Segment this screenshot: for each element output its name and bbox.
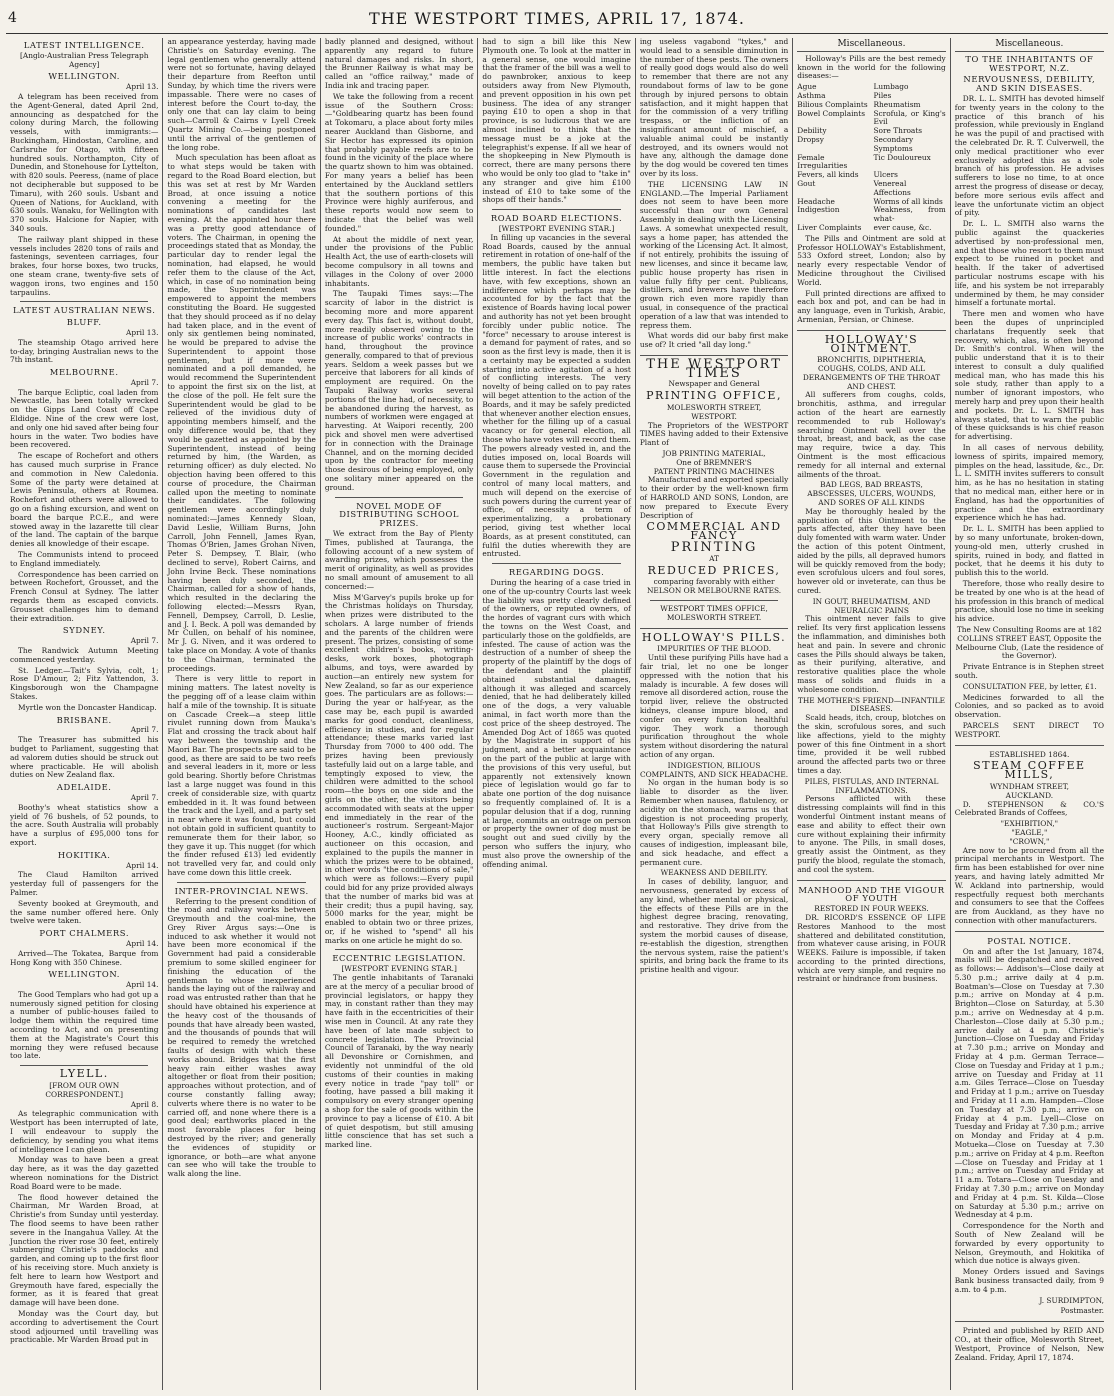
disease-item: Asthma: [797, 90, 826, 100]
article-paragraph: Correspondence has been carried on between Rochefort, Grousset, and the French Consul at Sydney. The latter regards them as escaped convicts. Grousset challenges him to demand their extradition.: [10, 569, 159, 623]
article-paragraph: At about the middle of next year, under the provisions of the Public Health Act, the use of earth-closets will become compulsory in all towns and villages in the Colony of over 2000 inhabitants.: [324, 234, 474, 288]
section-heading: LATEST INTELLIGENCE.: [23, 40, 145, 50]
dateline-place: PORT CHALMERS.: [39, 928, 130, 939]
divider: [335, 497, 463, 498]
ad-paragraph: DR. RICORD'S ESSENCE OF LIFE Restores Manhood to the most shattered and debilitated constitution, from whatever cause arising, in FOUR WEEKS. Failure is impossible, if taken according to the printed directions, which are very simple, and require no restraint or hindrance from business.: [797, 912, 946, 984]
section-heading: ROAD BOARD ELECTIONS.: [490, 213, 623, 224]
column-2: [163, 38, 320, 1390]
disease-item: Venereal Affections: [873, 178, 911, 197]
dateline-place: BRISBANE.: [56, 714, 112, 725]
dateline-date: April 7.: [130, 636, 159, 646]
ad-paragraph: Dr. L. L. SMITH also warns the public against the quackeries advertised by non-professional men, and that those who resort to them must expect to be ruined in pocket and health. If the taker of advertised particular nostrums escape with his life, and his system be not irreparably undermined by them, he may consider himself a fortunate mortal.: [954, 219, 1105, 308]
article-paragraph: Referring to the present condition of the road and railway works between Greymouth and the coal-mine, the Grey River Argus says:—One is induced to ask whether it would not have been more economical if the Government had paid a considerable premium to some skilled engineer for finishing the education of the gentleman to whose inexperienced hands the laying out of the railway and road was entrusted rather than that he should have obtained his experience at the heavy cost of the thousands of pounds that have already been wasted, and the thousands of pounds that will be required to remedy the wretched faults of design with which these works abound. Bridges that the first heavy rain either washes away altogether or float from their position; approaches without protection, and of course constantly falling away; culverts where there is no water to be carried off, and none where there is a good deal; earthworks placed in the most favorable places for being destroyed by the river; and generally the evidences of stupidity or ignorance, or both—are what anyone can see who will take the trouble to walk along the line.: [167, 896, 316, 1179]
ad-title: THE WESTPORT TIMES: [646, 356, 782, 381]
dateline-date: April 7.: [130, 792, 159, 802]
article-paragraph: ing useless vagabond "tykes," and would lead to a sensible diminution in the number of these pests. The owners of really good dogs would also do well to remember that there are not any roundabout forms of law to be gone through by injured persons to obtain satisfaction, and it might happen that for the commission of a very trifling trespass, or the infliction of an insignificant amount of mischief, a valuable animal could be instantly destroyed, and its owners would not have any, although the damage done by the dog would be covered ten times over by its loss.: [639, 38, 789, 178]
divider: [640, 628, 788, 629]
section-heading: NOVEL MODE OF DISTRIBUTING SCHOOL PRIZES.: [339, 500, 460, 529]
masthead-rule: [6, 33, 1108, 34]
article-paragraph: an appearance yesterday, having made Christie's on Saturday evening. The legal gentlemen who generally attend were not so fortunate, having delayed their departure from Reefton until Sunday, by which time the rivers were impassable. There were no cases of interest before the Court to-day, the only one that can lay claim to being such—Carroll & Cairns v Lyell Creek Quartz Mining Co.—being postponed until the arrival of the gentlemen of the long robe.: [167, 38, 316, 152]
divider: [955, 1321, 1104, 1322]
dateline-place: MELBOURNE.: [49, 367, 119, 378]
dateline-date: April 8.: [130, 1099, 159, 1109]
ad-subheading: WEAKNESS AND DEBILITY.: [660, 868, 768, 878]
ad-paragraph: DR. L. L. SMITH has devoted himself for twenty years in the colony to the practice of this branch of his profession, while previously in England he was the pupil of and practised with the celebrated Dr. R. T. Culverwell, the only medical practitioner who ever exclusively adopted this as a sole branch of his profession. He advises sufferers to lose no time, to at once arrest the progress of disease or decay, before more serious evils affect and leave the unfortunate victim an object of pity.: [954, 93, 1105, 218]
article-paragraph: The Randwick Autumn Meeting commenced yesterday.: [10, 646, 159, 664]
article-paragraph: Boothy's wheat statistics show a yield of 76 bushels, of 52 pounds, to the acre. South Australia will probably have a surplus of £95,000 tons for export.: [10, 802, 159, 847]
dateline-place: WELLINGTON.: [48, 969, 121, 980]
ad-paragraph: This ointment never fails to give relief. Its very first application lessens the inflammation, and diminishes both heat and pain. In severe and chronic cases the Pills should always be taken, as their purifying, alterative, and restorative qualities place the whole mass of solids and fluids in a wholesome condition.: [797, 614, 946, 694]
disease-item: Dropsy: [797, 134, 824, 144]
source-credit: [WESTPORT EVENING STAR.]: [498, 223, 615, 233]
disease-item: Ague: [797, 82, 817, 92]
ad-reduced-prices: REDUCED PRICES,: [647, 563, 781, 577]
article-paragraph: The gentle inhabitants of Taranaki are at the mercy of a peculiar brood of provincial legislators, or happy they may, in constant rather than they may have faith in the eccentricities of their wise men in Council. At any rate they have been of late made subject to concrete legislation. The Provincial Council of Taranaki, by the way nearly all Devonshire or Cornishmen, and evidently not unmindful of the old customs of their counties in making every notice in trade "pay toll" or footing, have passed a bill making it compulsory on every stranger opening a shop for the sale of goods within the province to pay a license of £10. A bit of quiet despotism, but still amusing little conscience that has set such a marked line.: [324, 973, 474, 1150]
dateline-date: April 7.: [130, 725, 159, 735]
ad-commercial: COMMERCIAL AND FANCY: [646, 520, 782, 543]
column-heading: Miscellaneous.: [797, 40, 945, 52]
ad-subheading: THE MOTHER'S FRIEND—INFANTILE DISEASES.: [797, 695, 946, 714]
column-6: [793, 38, 950, 1390]
ad-office-street: MOLESWORTH STREET.: [666, 612, 762, 622]
ad-heading: MANHOOD AND THE VIGOUR OF YOUTH: [798, 884, 945, 904]
dateline-date: April 14.: [126, 938, 159, 948]
article-paragraph: Myrtle won the Doncaster Handicap.: [18, 702, 157, 712]
dateline-place: WELLINGTON.: [48, 71, 121, 82]
dateline-date: April 13.: [126, 327, 159, 337]
columns: [6, 38, 1108, 1390]
article-paragraph: The barque Ecliptic, coal laden from Newcastle, has been totally wrecked on the Gipps Land Coast off Cape Eldidge. Nine of the crew were lost, and only one hid saved after being four hours in the water. Two bodies have been recovered.: [10, 387, 159, 450]
section-heading: LYELL.: [59, 1067, 109, 1081]
article-paragraph: The Communists intend to proceed to England immediately.: [10, 550, 159, 568]
article-paragraph: The Good Templars who had got up a numerously signed petition for closing a number of public-houses failed to lodge them within the required time according to Act, and on presenting them at the Magistrate's Court this morning they were refused because too late.: [10, 989, 159, 1061]
ad-paragraph: Private Entrance is in Stephen street south.: [954, 662, 1105, 680]
disease-item: Headache: [797, 196, 835, 206]
article-paragraph: The Taupaki Times says:—The scarcity of labor in the district is becoming more and more apparent every day. This fact is, without doubt, more readily observed owing to the increase of public works' contracts in hand, throughout the province generally, compared to that of previous years. Seldom a week passes but we perceive that laborers for all kinds of employment are required. On the Taupaki Railway works several portions of the line had, of necessity, to be abandoned during the harvest, as numbers of workmen were engaged at harvesting. At Waipori recently, 200 pick and shovel men were advertised for in connection with the Drainage Channel, and on the morning decided upon by the contractor for meeting those desirous of being employed, only one solitary miner appeared on the ground.: [324, 289, 474, 492]
disease-item: Weakness, from what-: [873, 205, 946, 224]
dateline-date: April 13.: [126, 82, 159, 92]
disease-item: Fevers, all kinds: [797, 170, 859, 180]
ad-paragraph: Scald heads, itch, croup, blotches on the skin, scrofulous sores, and such like affections, yield to the mighty power of this fine Ointment in a short time, provided it be well rubbed around the affected parts two or three times a day.: [797, 713, 946, 775]
ad-paragraph: The Pills and Ointment are sold at Professor HOLLOWAY's Establishment, 533 Oxford street, London; also by nearly every respectable Vendor of Medicine throughout the Civilised World.: [797, 233, 946, 287]
ad-street: WYNDHAM STREET,: [989, 781, 1069, 791]
article-paragraph: There is very little to report in mining matters. The latest novelty is the pegging off of a lease claim within half a mile of the township. It is situate on Cascade Creek—a steep little rivulet running down from Mauka's Flat and crossing the track about half way between the township and the Maori Bar. The prospects are said to be good, as there are said to be two reefs and several leaders in it, more or less gold bearing. Shortly before Christmas last a large nugget was found in this creek of considerable size, with quartz embedded in it. It was found between the track and the Lyell, and a party set in near where it was found, but could not obtain gold in sufficient quantity to remunerate them for their labor, so they gave it up. This nugget (for which the finder refused £13) led evidently not travelled very far, and could only have come down this little creek.: [167, 674, 316, 877]
ad-paragraph: D. STEPHENSON & CO.'S Celebrated Brands of Coffees,: [954, 799, 1105, 818]
section-heading: ECCENTRIC LEGISLATION.: [332, 953, 466, 964]
ad-office: WESTPORT TIMES OFFICE,: [660, 604, 768, 614]
disease-item: Ulcers: [873, 170, 898, 180]
disease-item: Debility: [797, 126, 827, 136]
disease-list: [797, 83, 945, 233]
ad-paragraph: No organ in the human body is so liable to disorder as the liver. Remember when nausea, flatulency, or acidity on the stomach, warns us that digestion is not proceeding properly, that Holloway's Pills give strength to every organ, specially remove all causes of indigestion, impleasant bile, and sick headache, and effect a permanent cure.: [639, 778, 789, 867]
coffee-brand: "CROWN,": [1009, 836, 1050, 846]
divider: [20, 301, 148, 302]
section-heading: INTER-PROVINCIAL NEWS.: [174, 885, 309, 896]
dateline-date: April 7.: [130, 377, 159, 387]
disease-item: Bowel Complaints: [797, 108, 866, 118]
notice-paragraph: On and after the 1st January, 1874, mails will be despatched and received as follows:— Addison's—Close daily at 5.30 p.m.; arrive daily at 4 p.m. Boatman's—Close on Tuesday at 7.30 p.m.; arrive on Monday at 4 p.m. Brighton—Close on Saturday, at 5.30 p.m.; arrive on Wednesday at 4 p.m. Charleston—Close daily at 5.30 p.m.; arrive daily at 4 p.m. Christie's Junction—Close on Tuesday and Friday at 7.30 p.m.; arrive on Monday and Friday at 4 p.m. German Terrace—Close on Tuesday and Friday at 1 p.m.; arrive on Tuesday and Friday at 11 a.m. Giles Terrace—Close on Tuesday and Friday at 1 p.m.; arrive on Tuesday and Friday at 11 a.m. Hampden—Close on Tuesday at 7.30 p.m.; arrive on Friday at 4 p.m. Lyell—Close on Tuesday and Friday at 7.30 p.m.; arrive on Monday and Friday at 4 p.m. Motueka—Close on Tuesday at 7.30 p.m.; arrive on Friday at 4 p.m. Reefton—Close on Tuesday and Friday at 1 p.m.; arrive on Tuesday and Friday at 11 a.m. Totara—Close on Tuesday and Friday at 7.30 p.m.; arrive on Monday and Friday at 4 p.m. St. Kilda—Close on Saturday at 5.30 p.m.; arrive on Wednesday at 4 p.m.: [954, 946, 1105, 1220]
ad-at: AT: [709, 553, 719, 563]
ad-established: ESTABLISHED 1864.: [989, 749, 1070, 759]
article-paragraph: We take the following from a recent issue of the Southern Cross:—"Goldbearing quartz has been found at Tokomaru, a place about forty miles nearer Auckland than Gisborne, and Sir Hector has expressed its opinion that probably payable reefs are to be found in the vicinity of the place where the quartz shown to him was obtained. For many years a belief has been entertained by the Auckland settlers that the southern portions of this Province were highly auriferous, and these reports would now seem to indicate that the belief was well founded.": [324, 91, 474, 233]
ad-paragraph: Manufactured and exported specially to their order by the well-known firm of HARROLD AND SONS, London, are now prepared to Execute Every Description of: [639, 475, 789, 520]
disease-item: Female Irregularities: [797, 152, 848, 171]
ad-paragraph: The Proprietors of the WESTPORT TIMES having added to their Extensive Plant of: [639, 420, 789, 448]
ad-paragraph: Dr. L. L. SMITH has been applied to by so many unfortunate, broken-down, young-old men, utterly crushed in spirits, ruined in body, and flatted in pocket, that he deems it his duty to publish this to the world.: [954, 524, 1105, 578]
column-5: [636, 38, 793, 1390]
disease-item: Tic Douloureux: [873, 152, 931, 162]
disease-item: Indigestion: [797, 205, 840, 215]
ad-paragraph: Holloway's Pills are the best remedy known in the world for the following diseases:—: [797, 53, 946, 81]
brand-list: [955, 820, 1104, 846]
ad-heading: TO THE INHABITANTS OF WESTPORT, N.Z.: [965, 53, 1094, 73]
ad-job-printing: JOB PRINTING MATERIAL,: [662, 449, 766, 459]
section-heading: LATEST AUSTRALIAN NEWS.: [12, 305, 156, 316]
ad-subheading: IN GOUT, RHEUMATISM, AND NEURALGIC PAINS: [812, 596, 931, 615]
ad-town: WESTPORT.: [691, 411, 737, 421]
column-1: [6, 38, 163, 1390]
ad-subheading: INDIGESTION, BILIOUS COMPLAINTS, AND SICK HEADACHE.: [639, 760, 789, 779]
divider: [650, 600, 778, 601]
correspondent-credit: [FROM OUR OWN CORRESPONDENT.]: [45, 1081, 124, 1099]
agency-credit: [Anglo-Australian Press Telegraph Agency]: [19, 50, 149, 69]
ad-heading: HOLLOWAY'S OINTMENT.: [824, 332, 919, 355]
ad-compare: comparing favorably with either: [653, 577, 775, 587]
ad-paragraph: In all cases of nervous debility, lowness of spirits, impaired memory, pimples on the head, lassitude, &c., Dr. L. L. SMITH invites sufferers to consult him, as he has no hesitation in stating that no medical man, either here or in England, has had the opportunities of practice and the extraordinary experience which he has had.: [954, 443, 1105, 523]
disease-item: Bilious Complaints: [797, 99, 868, 109]
divider: [177, 882, 305, 883]
disease-item: Worms of all kinds: [873, 196, 943, 206]
ad-paragraph: Are now to be procured from all the principal merchants in Westport. The firm has been established for over nine years, and having lately admitted Mr W. Ackland into partnership, would respectfully request both merchants and consumers to see that the Coffees are from Auckland, as they have no connection with other manufacturers.: [954, 845, 1105, 925]
ad-heading: HOLLOWAY'S PILLS.: [641, 630, 787, 644]
article-paragraph: In filling up vacancies in the several Road Boards, caused by the annual retirement in rotation of one-half of the members, the public have taken but little interest. In fact the elections have, with few exceptions, shown an indifference which perhaps may be accounted for by the fact that the existence of Boards having local power and authority has not yet been brought forcibly under public notice. The "force" necessary to arouse interest is a demand for payment of rates, and so soon as the first levy is made, then it is a certainty may be expected a sudden starting into active agitation of a host of conflicting interests. The very novelty of being called on to pay rates will beget attention to the action of the Boards, and it may be safely predicted that whenever another election ensues, whether for the filling up of a casual vacancy or for general election, all those who have votes will record them. The powers already vested in, and the duties imposed on, local Boards will cause them to supersede the Provincial Government in the regulation and control of many local matters, and much will depend on the exercise of such powers during the current year of office, of necessity a term of experimentalizing, a probationary period, giving test whether local Boards, as at present constituted, can fulfil the duties wherewith they are entrusted.: [482, 232, 631, 559]
article-paragraph: Monday was the Court day, but according to advertisement the Court stood adjourned until travelling was practicable. Mr Warden Broad put in: [10, 1308, 159, 1345]
disease-item: Secondary Symptoms: [873, 134, 914, 153]
divider: [797, 330, 945, 331]
dateline-place: HOKITIKA.: [57, 849, 111, 860]
newspaper-title: THE WESTPORT TIMES, APRIL 17, 1874.: [369, 9, 745, 28]
ad-patent-machines: PATENT PRINTING MACHINES: [653, 466, 775, 476]
disease-item: Rheumatism: [873, 99, 921, 109]
disease-item: ever cause, &c.: [873, 222, 932, 232]
notice-paragraph: Money Orders issued and Savings Bank business transacted daily, from 9 a.m. to 4 p.m.: [954, 1267, 1105, 1294]
ad-paragraph: Persons afflicted with these distressing complaints will find in this wonderful Ointment instant means of ease and ability to effect their own cure without explaining their infirmity to anyone. The Pills, in small doses, greatly assist the Ointment, as they purify the blood, regulate the stomach, and cool the system.: [797, 794, 946, 874]
article-paragraph: THE LICENSING LAW IN ENGLAND.—The Imperial Parliament does not seem to have been more successful than our own General Assembly in dealing with the Licensing Laws. A somewhat unexpected result, says a home paper, has attended the working of the Licensing Act. It almost, if not entirely, prohibits the issuing of new licenses, and since it became law, public house property has risen in value fully fifty per cent. Publicans, distillers, and brewers have therefore grown rich even more rapidly than usual, in consequence of the practical operation of a law that was intended to repress them.: [639, 179, 789, 330]
section-heading: REGARDING DOGS.: [508, 567, 605, 578]
postmaster-title: Postmaster.: [1060, 1306, 1105, 1316]
divider: [492, 563, 620, 564]
article-paragraph: St. Ledger.—Tait's Sylvia, colt, 1; Rose D'Amour, 2; Fitz Yattendon, 3. Kingsborough won the Champagne Stakes.: [10, 665, 159, 701]
dateline-place: ADELAIDE.: [56, 782, 112, 793]
article-paragraph: As telegraphic communication with Westport has been interrupted of late, I will endeavour to supply the deficiency, by sending you what items of intelligence I can glean.: [10, 1109, 159, 1154]
disease-item: Piles: [873, 90, 892, 100]
article-paragraph: Seventy booked at Greymouth, and the same number offered here. Only twelve were taken.: [10, 898, 159, 926]
article-paragraph: The steamship Otago arrived here to-day, bringing Australian news to the 7th instant.: [10, 337, 159, 365]
ad-printing-office: PRINTING OFFICE,: [646, 389, 782, 403]
coffee-brand: "EAGLE,": [1011, 827, 1048, 837]
ad-printing: PRINTING: [670, 540, 758, 556]
ad-subheading: BRONCHITIS, DIPHTHERIA, COUGHS, COLDS, AND ALL DERANGEMENTS OF THE THROAT AND CHEST.: [802, 355, 941, 391]
article-paragraph: During the hearing of a case tried in one of the up-country Courts last week the liability was pretty clearly defined of the owners, or reputed owners, of the hordes of vagrant curs with which the towns on the West Coast, and particularly those on the goldfields, are infested. The cause of action was the destruction of a number of sheep the property of the plaintiff by the dogs of the defendant and the plaintiff obtained substantial damages, although it was alleged and scarcely denied, that he had deliberately killed one of the dogs, a very valuable animal, in fact worth more than the cost price of the sheep destroyed. The Amended Dog Act of 1865 was quoted by the Magistrate in support of his judgment, and a better acquaintance on the part of the public at large with the provisions of this very useful, but apparently not extensively known piece of legislation would go far to abate one portion of the dog nuisance so frequently complained of. It is a popular delusion that if a dog, running at large, commits an outrage on person or property the owner of dog must be sought out and sued civilly by the person who suffers the injury, who must also prove the ownership of the offending animal.: [482, 578, 631, 869]
ad-paragraph: Full printed directions are affixed to each box and pot, and can be had in any language, even in Turkish, Arabic, Armenian, Persian, or Chinese.: [797, 288, 946, 324]
dateline-place: SYDNEY.: [62, 625, 106, 636]
source-credit: [WESTPORT EVENING STAR.]: [341, 964, 457, 974]
article-paragraph: We extract from the Bay of Plenty Times, published at Tauranga, the following account of a new system of awarding prizes, which possesses the merit of originality, as well as provides no small amount of amusement to all concerned:—: [324, 529, 474, 591]
dateline-date: April 14.: [126, 980, 159, 990]
disease-item: Sore Throats: [873, 126, 923, 136]
ad-paragraph: PARCELS SENT DIRECT TO WESTPORT.: [954, 720, 1105, 739]
ad-town: AUCKLAND.: [1005, 790, 1054, 800]
column-4: [478, 38, 635, 1390]
disease-item: Scrofula, or King's Evil: [873, 108, 946, 127]
column-7: [951, 38, 1108, 1390]
disease-item: Gout: [797, 178, 816, 188]
article-paragraph: The escape of Rochefort and others has caused much surprise in France and commotion in New Caledonia. Some of the party were detained at Lewis Peninsula, others at Roumea. Rochefort and others were allowed to go on a fishing excursion, and went on board the barque P.C.E., and were stowed away in the lazarette till clear of the land. The captain of the barque denies all knowledge of their escape.: [10, 451, 159, 549]
ad-paragraph: CONSULTATION FEE, by letter, £1.: [962, 681, 1097, 691]
article-paragraph: The Claud Hamilton arrived yesterday full of passengers for the Palmer.: [10, 870, 159, 897]
divider: [335, 949, 463, 950]
divider: [640, 355, 788, 356]
ad-rates: NELSON OR MELBOURNE RATES.: [646, 586, 782, 596]
divider: [797, 880, 945, 881]
ad-subtitle: Newspaper and General: [668, 379, 760, 389]
dateline-date: April 14.: [126, 860, 159, 870]
article-paragraph: Monday was to have been a great day here, as it was the day gazetted whereon nominations for the District Road Board were to be made.: [10, 1155, 159, 1191]
masthead: [0, 0, 1114, 34]
ad-paragraph: Therefore, those who really desire to be treated by one who is at the head of his profession in this branch of medical practice, should lose no time in seeking his advice.: [954, 579, 1105, 624]
article-paragraph: A telegram has been received from the Agent-General, dated April 2nd, announcing as despatched for the colony during March, the following vessels, with immigrants:—Buckingham, Hindostan, Caroline, and Carlsruhe for Otago, with fifteen hundred souls. Northampton, City of Dunedin, and Stonehouse for Lyttelton, with 820 souls. Peeress, (name of place not decipherable but supposed to be Timaru), with 260 souls. Usbant and Queen of Nations, for Auckland, with 630 souls. Wanaku, for Wellington with 370 souls. Halcione for Napier, with 340 souls.: [10, 91, 159, 233]
ad-subheading: BAD LEGS, BAD BREASTS, ABSCESSES, ULCERS, WOUNDS, AND SORES OF ALL KINDS: [807, 480, 936, 508]
coffee-brand: "EXHIBITION,": [1000, 819, 1059, 829]
ad-paragraph: There men and women who have been the dupes of unprincipled charlatans frequently seek that recovery, which, alas, is often beyond Dr. Smith's control. When will the public understand that it is to their interest to consult a duly qualified medical man, who has made this his sole study, rather than apply to a number of ignorant impostors, who merely harp and prey upon their health and pockets. Dr. L. L. SMITH has always stated, that to warn the public of these quicksands is his chief reason for advertising.: [954, 309, 1105, 442]
divider: [955, 931, 1104, 932]
ad-heading: NERVOUSNESS, DEBILITY, AND SKIN DISEASES.: [963, 74, 1096, 94]
postmaster-name: J. SURDIMPTON,: [1039, 1295, 1105, 1305]
dateline-place: BLUFF.: [66, 317, 102, 328]
divider: [955, 745, 1104, 746]
notice-paragraph: Correspondence for the North and South of New Zealand will be forwarded by every opportunity to Nelson, Greymouth, and Hokitika of which due notice is always given.: [954, 1221, 1105, 1266]
disease-item: Lumbago: [873, 82, 909, 92]
ad-paragraph: All sufferers from coughs, colds, bronchitis, asthma, and irregular action of the heart are earnestly recommended to rub Holloway's searching Ointment well over the throat, breast, and back, as the case may require, twice a day. This Ointment is the most efficacious remedy for all internal and external ailments of the throat.: [797, 390, 946, 479]
article-paragraph: The flood however detained the Chairman, Mr Warden Broad, at Christie's from Sunday until yesterday. The flood seems to have been rather severe in the Inangahua Valley. At the Junction the river rose 30 feet, entirely submerging Christie's paddocks and garden, and coming up to the first floor of his receiving store. Much anxiety is felt here to learn how Westport and Greymouth have fared, especially the former, as it is feared that great damage will have been done.: [10, 1192, 159, 1308]
column-heading: Miscellaneous.: [955, 40, 1104, 52]
ad-heading: STEAM COFFEE MILLS,: [973, 759, 1086, 782]
article-paragraph: The Treasurer has submitted his budget to Parliament, suggesting that ad valorem duties should be struck out where practicable. He will abolish duties on New Zealand flax.: [10, 735, 159, 780]
ad-paragraph: Until these purifying Pills have had a fair trial, let no one be longer oppressed with the notion that his malady is incurable. A few doses will remove all disordered action, rouse the torpid liver, relieve the obstructed kidneys, cleanse impure blood, and confer on every function healthful vigor. They work a thorough purification throughout the whole system without disordering the natural action of any organ.: [639, 653, 789, 759]
ad-paragraph: In cases of debility, languor, and nervousness, generated by excess of any kind, whether mental or physical, the effects of these Pills are in the highest degree bracing, renovating, and restorative. They drive from the system the morbid causes of disease, re-establish the digestion, strengthen the nervous system, raise the patient's spirits, and bring back the frame to its pristine health and vigour.: [639, 877, 789, 975]
divider: [492, 209, 620, 210]
article-paragraph: had to sign a bill like this New Plymouth one. To look at the matter in a general sense, one would imagine that the framer of the bill was a well to do pawnbroker, anxious to keep outsiders away from New Plymouth, and prevent opposition in his own pet business. The idea of any stranger paying £10 to open a shop in that province, is so ludicrous that we are almost inclined to think that the message must be a joke at the telegraphist's expense. If all we hear of the shopkeeping in New Plymouth is correct, there are many persons there who would be only too glad to "take in" any stranger and give him £100 instead of £10 to take some of the shops off their hands.": [482, 38, 631, 205]
ad-subheading: IMPURITIES OF THE BLOOD.: [657, 644, 771, 654]
column-3: [321, 38, 478, 1390]
ad-paragraph: Medicines forwarded to all the Colonies, and so packed as to avoid observation.: [954, 692, 1105, 720]
disease-item: Liver Complaints: [797, 222, 862, 232]
page-number: 4: [8, 10, 17, 26]
imprint: Printed and published by REID AND CO., at their office, Molesworth Street, Westport, Province of Nelson, New Zealand. Friday, April 17, 1874.: [954, 1326, 1105, 1362]
ad-paragraph: May be thoroughly healed by the application of this Ointment to the parts affected, after they have been duly fomented with warm water. Under the action of this potent Ointment, aided by the pills, all depraved humors will be quickly removed from the body; even scrofulous ulcers and foul sores, however old or inveterate, can thus be cured.: [797, 506, 946, 596]
ad-heading: POSTAL NOTICE.: [987, 935, 1072, 946]
article-paragraph: Miss M'Garvey's pupils broke up for the Christmas holidays on Thursday, when prizes were distributed to the scholars. A large number of friends and the parents of the children were present. The prizes, consisting of some excellent children's books, writing-desks, work boxes, photograph albums, and toys, were awarded by auction—an entirely new system for New Zealand, so far as our experience goes. The particulars are as follows:—During the year or half-year, as the case may be, each pupil is awarded marks for good conduct, cleanliness, efficiency in studies, and for regular attendance; these marks varied last Thursday from 7000 to 400 odd. The prizes having been previously tastefully laid out on a large table, and temptingly exposed to view, the children were admitted to the school room—the boys on one side and the girls on the other, the visitors being accommodated with seats at the upper end immediately in the rear of the auctioneer's rostrum. Sergeant-Major Hooney, A.C., kindly officiated as auctioneer on this occasion, and explained to the pupils the manner in which the prizes were to be obtained, in other words "the conditions of sale," which were as follows:—Every pupil could bid for any prize provided always that the number of marks bid was at their credit; thus a pupil having, say, 5000 marks for the year, might be enabled to obtain two or three prizes, or, if he wished to "spend" all his marks on one article he might do so.: [324, 592, 474, 945]
ad-subheading: RESTORED IN FOUR WEEKS.: [814, 904, 929, 914]
ad-street: MOLESWORTH STREET,: [666, 403, 762, 413]
divider: [20, 1065, 148, 1066]
ad-subheading: PILES, FISTULAS, AND INTERNAL INFLAMMATIONS.: [804, 776, 939, 795]
article-paragraph: badly planned and designed, without apparently any regard to future natural damages and risks. In short, the Brunner Railway is what may be called an "office railway," made of India ink and tracing paper.: [324, 38, 474, 90]
article-paragraph: What words did our baby first make use of? It cried "all day long.": [639, 331, 789, 350]
ad-bremner: One of BREMNER'S: [676, 457, 752, 467]
ad-paragraph: The New Consulting Rooms are at 182 COLLINS STREET EAST, Opposite the Melbourne Club, (Late the residence of the Governor).: [955, 625, 1104, 661]
article-paragraph: Arrived—The Tokatea, Barque from Hong Kong with 350 Chinese.: [10, 948, 159, 967]
article-paragraph: The railway plant shipped in these vessels includes 2820 tons of rails and fastenings, seventeen carriages, four brakes, four horse boxes, two trucks, one steam crane, twenty-five sets of waggon irons, two engines and 150 tarpaulins.: [10, 234, 159, 297]
article-paragraph: Much speculation has been afloat as to what steps would be taken with regard to the Road Board election, but this was set at rest by Mr Warden Broad, at once issuing a notice convening a meeting for the nominations of candidates last evening. At the appointed hour there was a pretty good attendance of voters. The Chairman, in opening the proceedings stated that as Monday, the particular day to render legal the nomination, had elapsed, he would refer them to the clause of the Act, which, in case of no nomination being made, the Superintendent was empowered to appoint the members constituting the Board. He suggested that they should proceed as if no delay had taken place, and in the event of only six gentlemen being nominated, he would be prepared to advise the Superintendent to appoint those gentlemen, but if more were nominated and a poll demanded, he would recommend the Superintendent to appoint the first six on the list, at the close of the poll. He felt sure the Superintendent would be glad to be relieved of the invidious duty of appointing members himself, and the only difference would be, that they would be gazetted as appointed by the Superintendent, instead of being returned by him, (the Warden, as returning officer) as duly elected. No objection having been offered to this course of procedure, the Chairman called upon the meeting to nominate their candidates. The following gentlemen were accordingly duly nominated:—James Kennedy Sloan, David Leslie, William Burns, John Carroll, John Fennell, James Ryan, Thomas O'Brien, James Grohan Niven, Peter S. Dempsey, T. Blair, (who declined to serve), Robert Cairns, and John Irvine Beck. These nominations having been duly seconded, the Chairman, called for a show of hands, which resulted in the declaring the following elected:—Messrs Ryan, Fennell, Dempsey, Carroll, D. Leslie, and J. I. Beck. A poll was demanded by Mr Cullen, on behalf of his nominee, Mr J. G. Niven, and it was ordered to take place on Monday. A vote of thanks to the Chairman, terminated the proceedings.: [167, 153, 316, 673]
